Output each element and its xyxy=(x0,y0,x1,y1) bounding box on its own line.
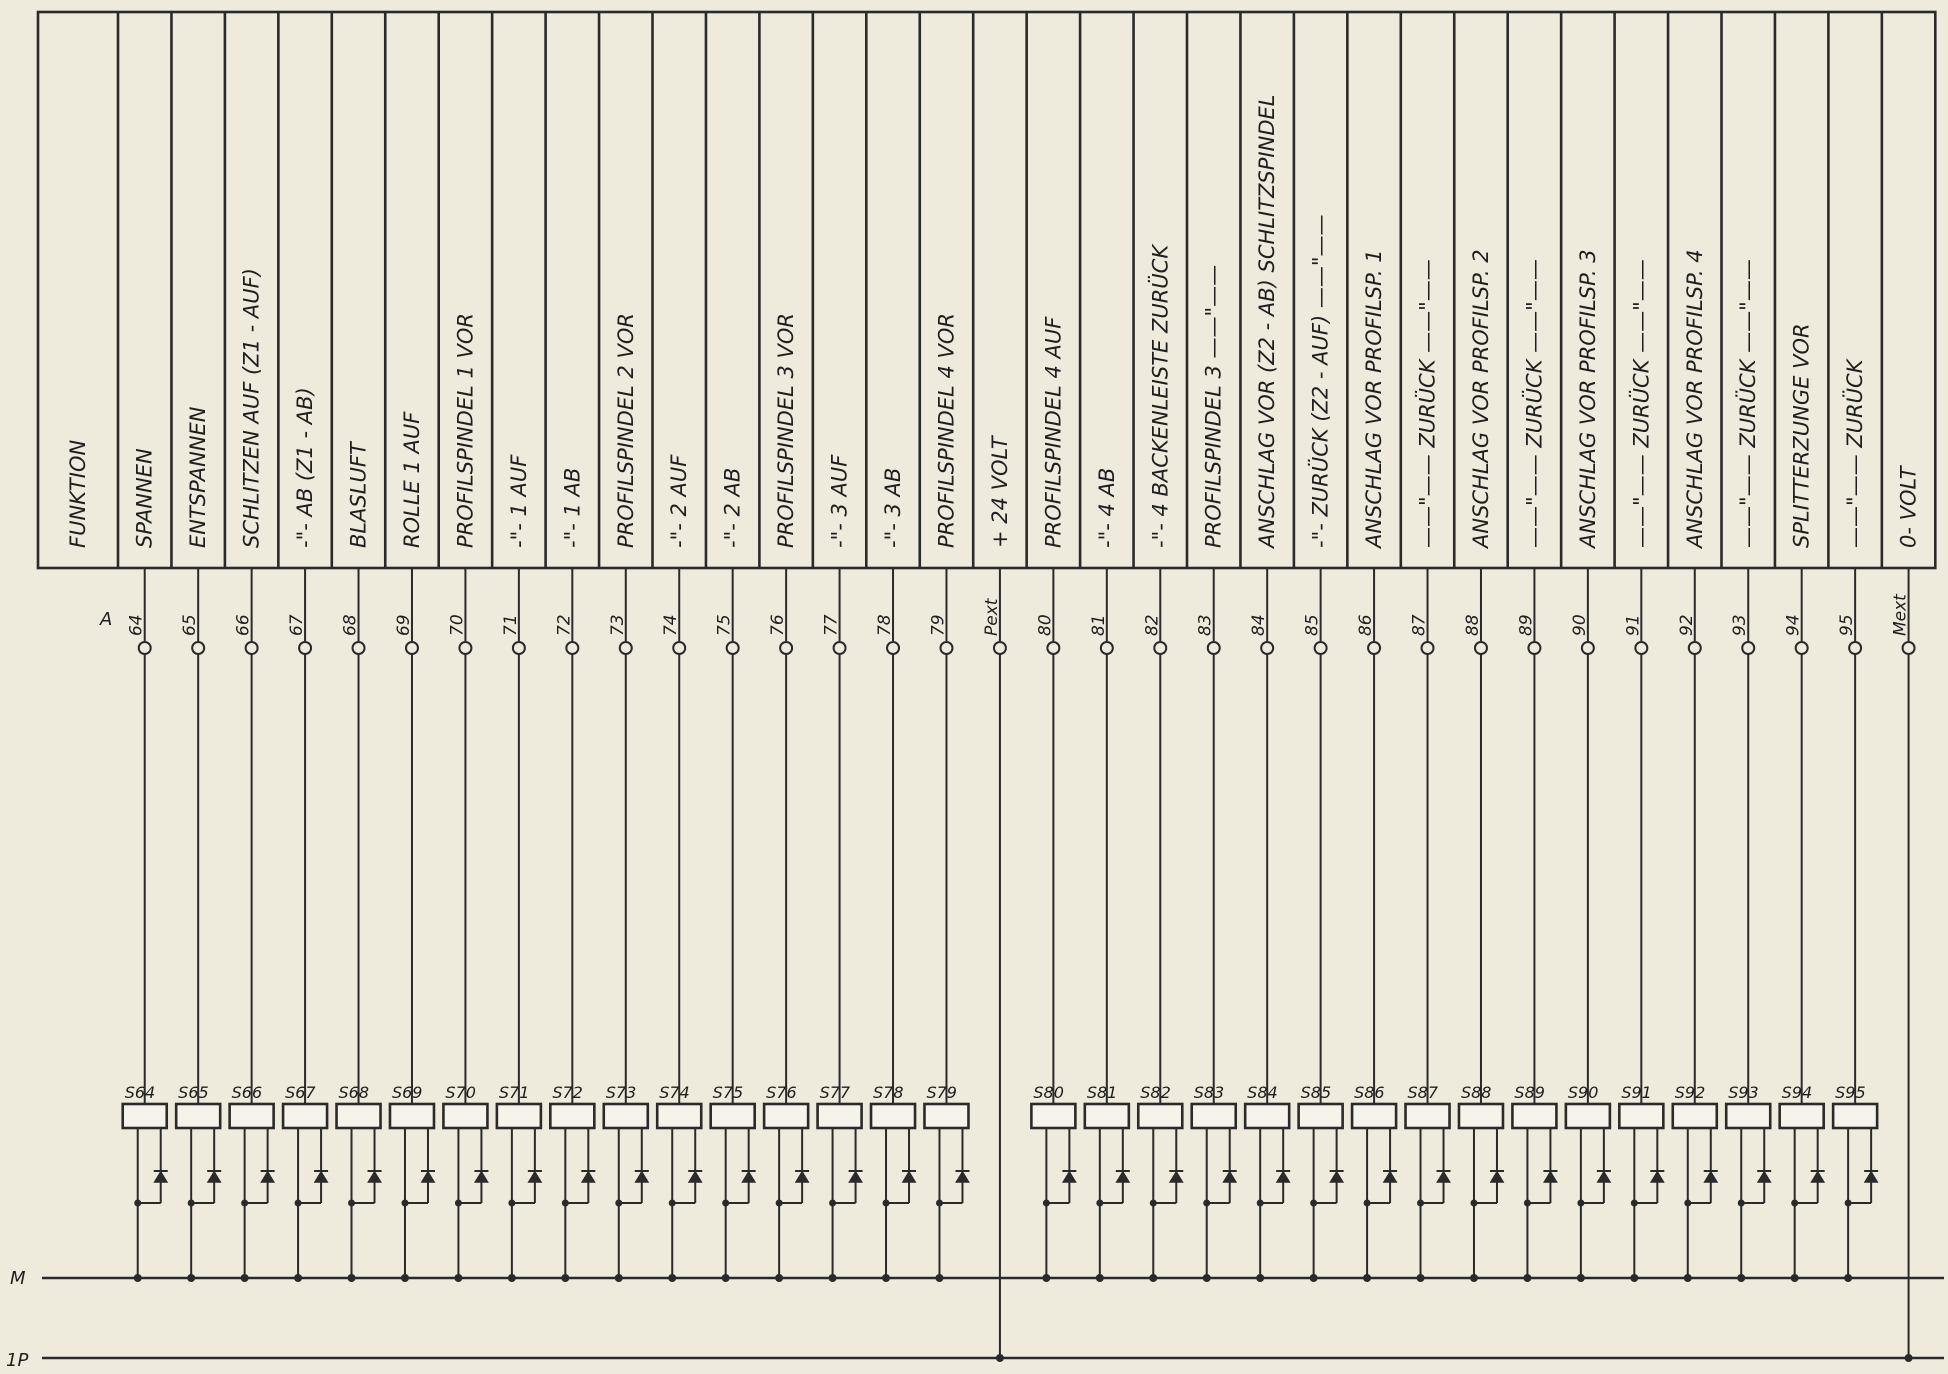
terminal-circle xyxy=(1154,642,1166,654)
relay-label: S86 xyxy=(1354,1083,1385,1102)
relay-label: S65 xyxy=(178,1083,209,1102)
function-label: 0- VOLT xyxy=(1896,466,1921,548)
terminal-circle xyxy=(513,642,525,654)
relay-label: S67 xyxy=(285,1083,316,1102)
terminal-number: 95 xyxy=(1837,614,1858,636)
diode-symbol xyxy=(422,1172,434,1182)
terminal-circle xyxy=(620,642,632,654)
relay-label: S64 xyxy=(124,1083,156,1102)
function-label: ANSCHLAG VOR PROFILSP. 1 xyxy=(1362,249,1387,548)
diode-symbol xyxy=(1491,1172,1503,1182)
relay-coil xyxy=(1833,1104,1877,1128)
terminal-number: 83 xyxy=(1195,614,1216,636)
relay-coil xyxy=(1299,1104,1343,1128)
terminal-number: 85 xyxy=(1302,614,1323,636)
terminal-circle xyxy=(1903,642,1915,654)
terminal-number: 80 xyxy=(1035,614,1056,636)
terminal-number: 82 xyxy=(1142,614,1163,636)
relay-coil xyxy=(230,1104,274,1128)
diode-symbol xyxy=(1758,1172,1770,1182)
relay-coil xyxy=(1245,1104,1289,1128)
terminal-circle xyxy=(566,642,578,654)
function-label: + 24 VOLT xyxy=(987,436,1012,548)
terminal-number: 66 xyxy=(233,614,254,636)
relay-coil xyxy=(1619,1104,1663,1128)
relay-label: S91 xyxy=(1621,1083,1652,1102)
diode-symbol xyxy=(796,1172,808,1182)
relay-label: S82 xyxy=(1140,1083,1171,1102)
terminal-circle xyxy=(1208,642,1220,654)
diode-symbol xyxy=(689,1172,701,1182)
terminal-number: 94 xyxy=(1783,614,1804,636)
relay-label: S78 xyxy=(873,1083,904,1102)
relay-label: S87 xyxy=(1407,1083,1439,1102)
function-label: PROFILSPINDEL 2 VOR xyxy=(613,313,638,548)
relay-label: S93 xyxy=(1728,1083,1759,1102)
relay-label: S73 xyxy=(605,1083,637,1102)
relay-label: S95 xyxy=(1835,1083,1866,1102)
terminal-circle xyxy=(1101,642,1113,654)
terminal-number: 64 xyxy=(126,614,147,636)
terminal-number: 70 xyxy=(447,614,468,636)
function-label: -"- AB (Z1 - AB) xyxy=(293,387,318,548)
terminal-circle xyxy=(994,642,1006,654)
relay-coil xyxy=(1459,1104,1503,1128)
relay-coil xyxy=(657,1104,701,1128)
diode-symbol xyxy=(956,1172,968,1182)
diode-symbol xyxy=(155,1172,167,1182)
relay-label: S80 xyxy=(1033,1083,1064,1102)
relay-coil xyxy=(1673,1104,1717,1128)
relay-coil xyxy=(1512,1104,1556,1128)
p-bus-label: 1P xyxy=(6,1350,29,1371)
relay-coil xyxy=(390,1104,434,1128)
terminal-circle xyxy=(192,642,204,654)
m-bus-label: M xyxy=(10,1268,26,1289)
relay-coil xyxy=(176,1104,220,1128)
relay-label: S75 xyxy=(712,1083,744,1102)
relay-coil xyxy=(443,1104,487,1128)
connector-label: A xyxy=(100,609,113,630)
relay-label: S83 xyxy=(1193,1083,1225,1102)
relay-coil xyxy=(1726,1104,1770,1128)
relay-coil xyxy=(1085,1104,1129,1128)
function-label: ——"—— ZURÜCK ——"—— xyxy=(1629,259,1654,548)
diode-symbol xyxy=(636,1172,648,1182)
terminal-circle xyxy=(1796,642,1808,654)
terminal-circle xyxy=(1742,642,1754,654)
function-label: PROFILSPINDEL 1 VOR xyxy=(453,313,478,548)
function-label: ROLLE 1 AUF xyxy=(399,411,424,548)
terminal-number: 72 xyxy=(554,614,575,636)
terminal-circle xyxy=(673,642,685,654)
function-label: -"- 3 AUF xyxy=(827,454,852,548)
terminal-number: 73 xyxy=(607,614,628,636)
terminal-circle xyxy=(1047,642,1059,654)
terminal-number: 92 xyxy=(1676,614,1697,636)
relay-label: S89 xyxy=(1514,1083,1545,1102)
diode-symbol xyxy=(1812,1172,1824,1182)
terminal-number: 93 xyxy=(1730,614,1751,636)
relay-coil xyxy=(818,1104,862,1128)
function-label: -"- 2 AUF xyxy=(667,454,692,548)
relay-label: S81 xyxy=(1086,1083,1118,1102)
terminal-circle xyxy=(1849,642,1861,654)
function-label: SPLITTERZUNGE VOR xyxy=(1789,323,1814,548)
relay-coil xyxy=(1031,1104,1075,1128)
function-label: ENTSPANNEN xyxy=(186,406,211,548)
diode-symbol xyxy=(1117,1172,1129,1182)
relay-coil xyxy=(1406,1104,1450,1128)
diode-symbol xyxy=(743,1172,755,1182)
relay-label: S68 xyxy=(338,1083,370,1102)
diode-symbol xyxy=(1063,1172,1075,1182)
function-label: -"- 2 AB xyxy=(720,467,745,548)
function-label: -"- ZURÜCK (Z2 - AUF) ——"—— xyxy=(1308,214,1333,548)
relay-coil xyxy=(1566,1104,1610,1128)
function-label: ANSCHLAG VOR PROFILSP. 2 xyxy=(1468,249,1493,548)
relay-label: S77 xyxy=(819,1083,851,1102)
relay-label: S90 xyxy=(1567,1083,1599,1102)
terminal-circle xyxy=(1315,642,1327,654)
terminal-number: 88 xyxy=(1462,614,1483,636)
diode-symbol xyxy=(1705,1172,1717,1182)
bus-lines xyxy=(42,1278,1944,1358)
signal-wires xyxy=(134,568,1915,1362)
terminal-circle xyxy=(834,642,846,654)
terminal-circle xyxy=(139,642,151,654)
terminal-number: 69 xyxy=(393,614,414,636)
relay-coil xyxy=(764,1104,808,1128)
terminal-number: 89 xyxy=(1516,614,1537,636)
diode-symbol xyxy=(903,1172,915,1182)
diode-symbol xyxy=(582,1172,594,1182)
terminal-number: 86 xyxy=(1356,614,1377,636)
relay-coil xyxy=(497,1104,541,1128)
diode-symbol xyxy=(1224,1172,1236,1182)
terminal-number: 76 xyxy=(768,614,789,636)
relay-coil xyxy=(550,1104,594,1128)
terminal-circle xyxy=(406,642,418,654)
diode-symbol xyxy=(1277,1172,1289,1182)
relay-coil xyxy=(924,1104,968,1128)
function-label: ——"—— ZURÜCK ——"—— xyxy=(1415,259,1440,548)
terminal-number: 68 xyxy=(340,614,361,636)
terminal-number: 71 xyxy=(500,614,521,636)
terminal-number: Mext xyxy=(1890,594,1911,636)
terminal-number: 91 xyxy=(1623,614,1644,636)
terminal-number: 75 xyxy=(714,614,735,636)
diode-symbol xyxy=(208,1172,220,1182)
relay-coil xyxy=(1192,1104,1236,1128)
terminal-circle xyxy=(887,642,899,654)
function-label: -"- 1 AB xyxy=(560,467,585,548)
diode-symbol xyxy=(475,1172,487,1182)
relay-coil xyxy=(1352,1104,1396,1128)
relay-coil xyxy=(711,1104,755,1128)
terminal-number: 77 xyxy=(821,614,842,636)
relay-label: S66 xyxy=(231,1083,263,1102)
terminal-circle xyxy=(780,642,792,654)
relay-label: S94 xyxy=(1781,1083,1813,1102)
diode-symbol xyxy=(529,1172,541,1182)
function-label: PROFILSPINDEL 4 VOR xyxy=(934,313,959,548)
terminal-number: 84 xyxy=(1249,614,1270,636)
function-label: PROFILSPINDEL 3 ——"—— xyxy=(1201,264,1226,548)
relay-coil xyxy=(1138,1104,1182,1128)
diode-symbol xyxy=(1170,1172,1182,1182)
relay-coil xyxy=(604,1104,648,1128)
terminal-circle xyxy=(727,642,739,654)
terminal-number: 81 xyxy=(1088,614,1109,636)
relay-label: S92 xyxy=(1674,1083,1706,1102)
diode-symbol xyxy=(1384,1172,1396,1182)
relay-label: S88 xyxy=(1460,1083,1492,1102)
terminal-number: 87 xyxy=(1409,614,1430,636)
diode-symbol xyxy=(1544,1172,1556,1182)
terminal-circle xyxy=(1528,642,1540,654)
function-label: PROFILSPINDEL 3 VOR xyxy=(774,313,799,548)
function-label: ANSCHLAG VOR PROFILSP. 4 xyxy=(1682,249,1707,548)
terminal-number: 67 xyxy=(287,614,308,636)
terminal-number: 74 xyxy=(661,614,682,636)
diode-symbol xyxy=(1865,1172,1877,1182)
terminal-circle xyxy=(1261,642,1273,654)
terminal-number: 78 xyxy=(875,614,896,636)
relay-coil xyxy=(1780,1104,1824,1128)
function-label: -"- 3 AB xyxy=(881,467,906,548)
relay-label: S71 xyxy=(498,1083,530,1102)
relay-label: S69 xyxy=(391,1083,423,1102)
terminal-number: 65 xyxy=(180,614,201,636)
relay-label: S85 xyxy=(1300,1083,1332,1102)
relay-label: S84 xyxy=(1247,1083,1278,1102)
diode-symbol xyxy=(369,1172,381,1182)
terminal-circle xyxy=(1582,642,1594,654)
diode-symbol xyxy=(262,1172,274,1182)
terminal-circle xyxy=(299,642,311,654)
diode-symbol xyxy=(1651,1172,1663,1182)
function-label: -"- 1 AUF xyxy=(506,454,531,548)
diode-symbol xyxy=(850,1172,862,1182)
function-label: SPANNEN xyxy=(132,448,157,548)
function-label: ANSCHLAG VOR (Z2 - AB) SCHLITZSPINDEL xyxy=(1255,94,1280,548)
terminal-circle xyxy=(1689,642,1701,654)
terminal-circle xyxy=(246,642,258,654)
terminal-circle xyxy=(1635,642,1647,654)
terminal-circle xyxy=(353,642,365,654)
function-label: ——"—— ZURÜCK ——"—— xyxy=(1736,259,1761,548)
terminal-number: 79 xyxy=(928,614,949,636)
function-label: PROFILSPINDEL 4 AUF xyxy=(1041,316,1066,548)
function-label: ——"—— ZURÜCK xyxy=(1843,359,1868,548)
diode-symbol xyxy=(1598,1172,1610,1182)
relay-coil xyxy=(337,1104,381,1128)
function-label: BLASLUFT xyxy=(346,442,371,548)
function-label: SCHLITZEN AUF (Z1 - AUF) xyxy=(239,268,264,548)
terminal-number: Pext xyxy=(981,598,1002,636)
relay-label: S70 xyxy=(445,1083,476,1102)
function-label: -"- 4 BACKENLEISTE ZURÜCK xyxy=(1148,244,1173,548)
diode-symbol xyxy=(1438,1172,1450,1182)
terminal-circle xyxy=(1368,642,1380,654)
function-header: FUNKTION xyxy=(66,439,90,548)
terminal-circle xyxy=(459,642,471,654)
relay-label: S72 xyxy=(552,1083,583,1102)
relay-coil xyxy=(283,1104,327,1128)
terminal-number: 90 xyxy=(1569,614,1590,636)
relay-label: S79 xyxy=(926,1083,957,1102)
function-label: ——"—— ZURÜCK ——"—— xyxy=(1522,259,1547,548)
diode-symbol xyxy=(1331,1172,1343,1182)
diode-symbol xyxy=(315,1172,327,1182)
relay-label: S76 xyxy=(766,1083,797,1102)
terminal-circle xyxy=(940,642,952,654)
function-label: ANSCHLAG VOR PROFILSP. 3 xyxy=(1575,249,1600,548)
function-label: -"- 4 AB xyxy=(1094,467,1119,548)
terminal-circle xyxy=(1422,642,1434,654)
relay-coil xyxy=(871,1104,915,1128)
terminal-circle xyxy=(1475,642,1487,654)
relay-coil xyxy=(123,1104,167,1128)
relay-label: S74 xyxy=(659,1083,690,1102)
